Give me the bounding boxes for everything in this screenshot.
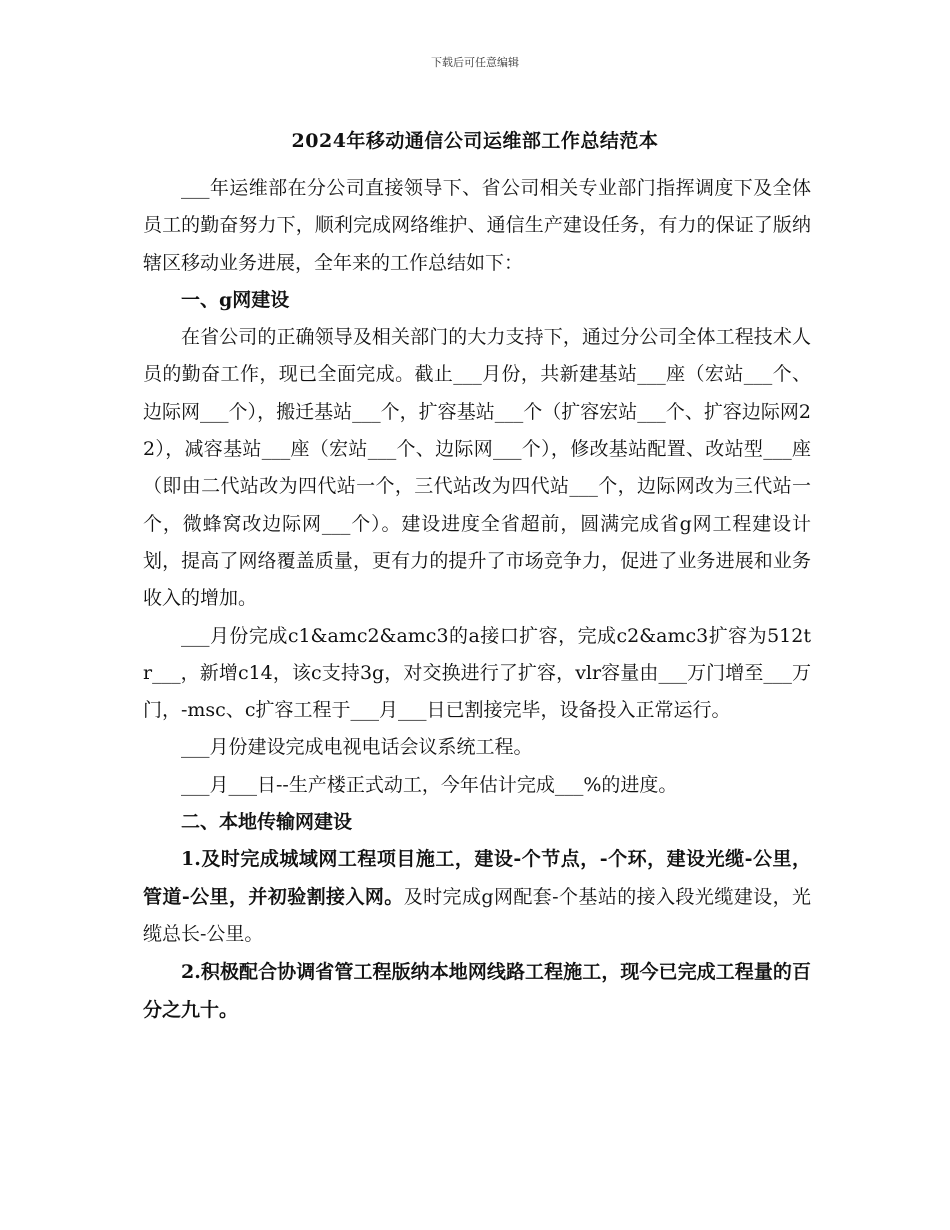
transport-item-1 <box>143 841 811 953</box>
document-body <box>143 170 811 1029</box>
gsm-paragraph-2: ___月份完成c1&amc2&amc3的a接口扩容，完成c2&amc3扩容为512tr___，新增c14，该c支持3g，对交换进行了扩容，vlr容量由___万门增至___万门，-msc、c扩容工程于___月___日已割接完毕，设备投入正常运行。 <box>143 624 811 722</box>
transport-item-2: 2.积极配合协调省管工程版纳本地网线路工程施工，现今已完成工程量的百分之九十。 <box>143 961 811 1022</box>
intro-paragraph: ___年运维部在分公司直接领导下、省公司相关专业部门指挥调度下及全体员工的勤奋努力下，顺利完成网络维护、通信生产建设任务，有力的保证了版纳辖区移动业务进展，全年来的工作总结如下： <box>143 177 811 274</box>
transport-item-1-bold: 1.及时完成城域网工程项目施工，建设-个节点，-个环，建设光缆-公里，管道-公里，并初验割接入网。 <box>143 848 811 908</box>
gsm-paragraph-1: 在省公司的正确领导及相关部门的大力支持下，通过分公司全体工程技术人员的勤奋工作，现已全面完成。截止___月份，共新建基站___座（宏站___个、边际网___个），搬迁基站___个，扩容基站___个（扩容宏站___个、扩容边际网22），减容基站___座（宏站___个、边际网___个），修改基站配置、改站型___座（即由二代站改为四代站一个，三代站改为四代站___个，边际网改为三代站一个，微蜂窝改边际网___个）。建设进度全省超前，圆满完成省g网工程建设计划，提高了网络覆盖质量，更有力的提升了市场竞争力，促进了业务进展和业务收入的增加。 <box>143 326 811 610</box>
document-title: 2024年移动通信公司运维部工作总结范本 <box>291 130 659 152</box>
section-heading-transport: 二、本地传输网建设 <box>181 811 353 834</box>
transport-item-1-rest: 及时完成g网配套-个基站的接入段光缆建设，光缆总长-公里。 <box>143 885 811 945</box>
gsm-paragraph-3: ___月份建设完成电视电话会议系统工程。 <box>181 736 533 759</box>
gsm-paragraph-4: ___月___日--生产楼正式动工，今年估计完成___%的进度。 <box>181 773 678 796</box>
header-note: 下载后可任意编辑 <box>431 56 519 69</box>
section-heading-gsm: 一、g网建设 <box>181 288 290 311</box>
